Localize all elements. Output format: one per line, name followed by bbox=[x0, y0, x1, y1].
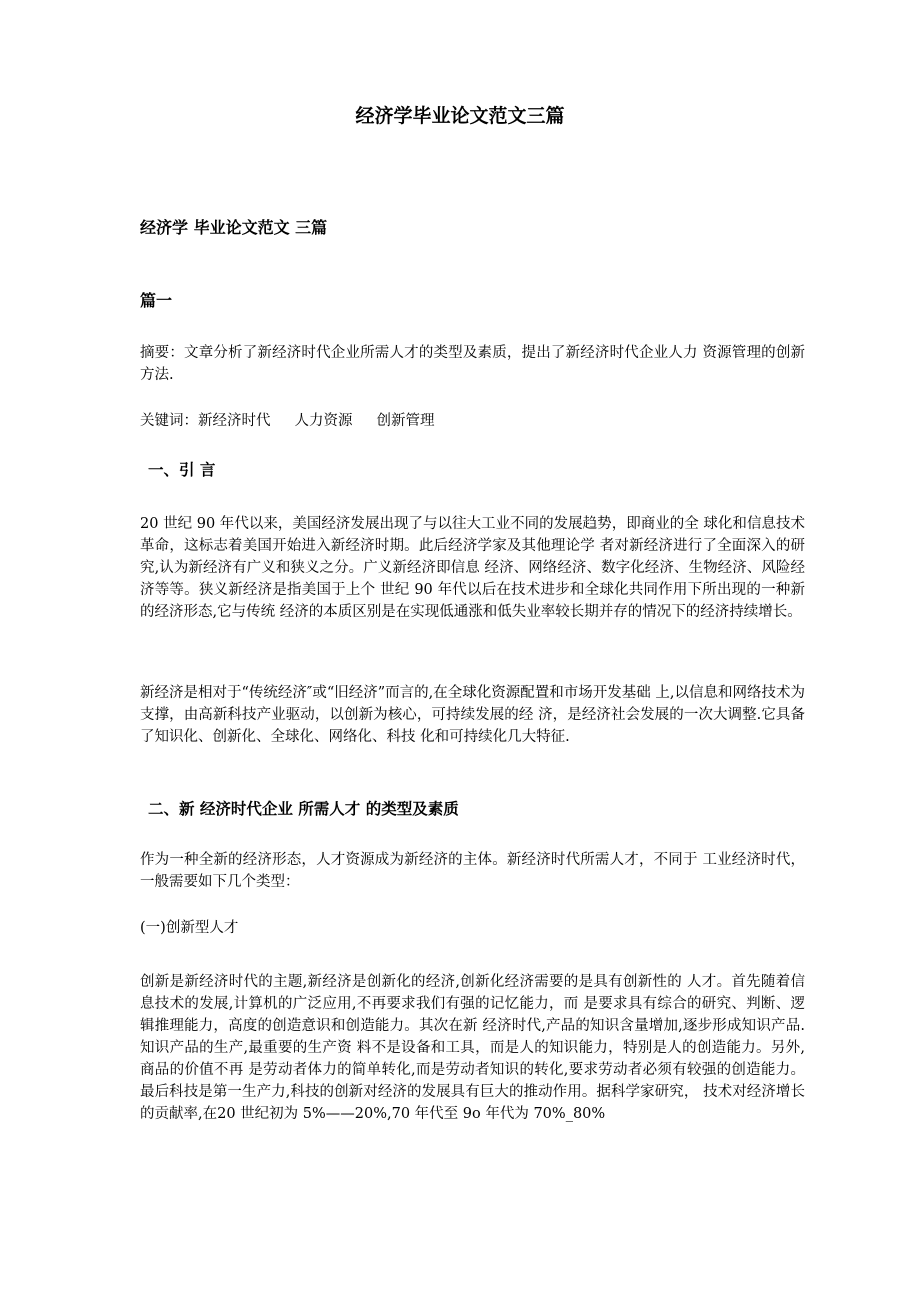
section-heading-talent-types: 二、新 经济时代企业 所需人才 的类型及素质 bbox=[148, 800, 459, 818]
section-paragraph: 20 世纪 90 年代以来，美国经济发展出现了与以往大工业不同的发展趋势，即商业的全 球化和信息技术革命，这标志着美国开始进入新经济时期。此后经济学家及其他理论学 者对新经济进行了全面深入的研究,认为新经济有广义和狭义之分。广义新经济即信息 经济、网络经济、数字化经济、生物经济、风险经济等等。狭义新经济是指美国于上个 世纪 90 年代以后在技术进步和全球化共同作用下所出现的一种新的经济形态,它与传统 经济的本质区别是在实现低通涨和低失业率较长期并存的情况下的经济持续增长。 bbox=[140, 516, 805, 620]
subsection-heading: (一)创新型人才 bbox=[140, 920, 239, 936]
document-subtitle: 经济学 毕业论文范文 三篇 bbox=[140, 218, 328, 237]
section-heading-introduction: 一、引 言 bbox=[148, 461, 216, 479]
subsection-paragraph: 创新是新经济时代的主题,新经济是创新化的经济,创新化经济需要的是具有创新性的 人才。首先随着信息技术的发展,计算机的广泛应用,不再要求我们有强的记忆能力，而 是要求具有综合的研究、判断、逻辑推理能力，高度的创造意识和创造能力。其次在新 经济时代,产品的知识含量增加,逐步形成知识产品.知识产品的生产,最重要的生产资 料不是设备和工具，而是人的知识能力，特别是人的创造能力。另外,商品的价值不再 是劳动者体力的简单转化,而是劳动者知识的转化,要求劳动者必须有较强的创造能力。 最后科技是第一生产力,科技的创新对经济的发展具有巨大的推动作用。据科学家研究， 技术对经济增长的贡献率,在20 世纪初为 5%——20%,70 年代至 9o 年代为 70%_80% bbox=[140, 974, 805, 1122]
keywords-label: 关键词： bbox=[140, 413, 198, 429]
keyword-item: 新经济时代 bbox=[198, 413, 271, 429]
part-heading: 篇一 bbox=[140, 291, 173, 310]
section-intro-paragraph: 作为一种全新的经济形态，人才资源成为新经济的主体。新经济时代所需人才，不同于 工业经济时代，一般需要如下几个类型： bbox=[140, 852, 805, 890]
abstract-paragraph: 摘要：文章分析了新经济时代企业所需人才的类型及素质，提出了新经济时代企业人力 资源管理的创新方法. bbox=[140, 345, 805, 383]
document-title: 经济学毕业论文范文三篇 bbox=[355, 105, 565, 127]
keyword-item: 人力资源 bbox=[294, 413, 353, 429]
section-paragraph: 新经济是相对于“传统经济″或“旧经济”而言的,在全球化资源配置和市场开发基础 上,以信息和网络技术为支撑，由高新科技产业驱动，以创新为核心，可持续发展的经 济，是经济社会发展的一次大调整.它具备了知识化、创新化、全球化、网络化、科技 化和可持续化几大特征. bbox=[140, 685, 805, 745]
keyword-item: 创新管理 bbox=[376, 413, 435, 429]
keywords-line bbox=[140, 410, 459, 432]
